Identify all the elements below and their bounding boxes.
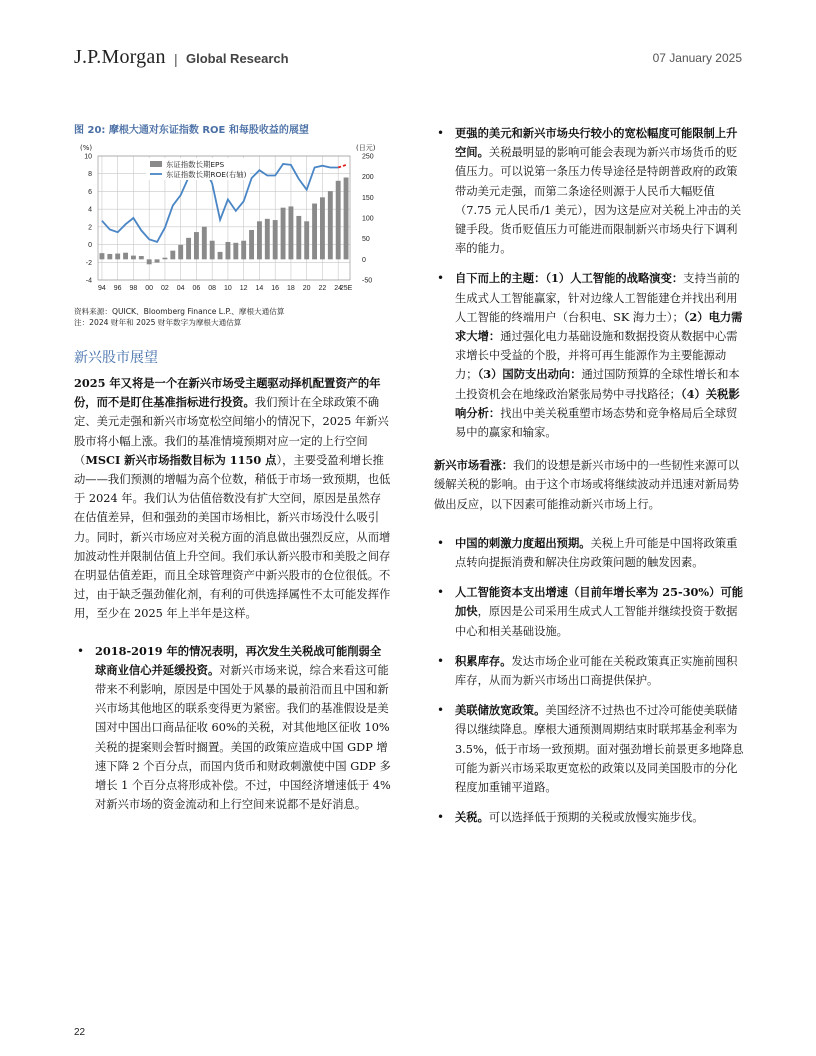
- eps-bar: [99, 253, 104, 259]
- theme-tariff-text: 找出中美关税重塑市场态势和竞争格局后全球贸易中的赢家和输家。: [455, 406, 738, 440]
- left-tick-label: 2: [88, 224, 92, 232]
- left-column: [74, 124, 392, 825]
- left-tick-label: -4: [85, 277, 92, 285]
- eps-bar: [194, 232, 199, 259]
- page-header: [74, 46, 742, 72]
- left-axis-label: (%): [80, 144, 93, 152]
- eps-bar: [241, 241, 246, 260]
- right-tick-label: 50: [362, 236, 370, 244]
- bullet-lead: 更强的美元和新兴市场央行较小的宽松幅度可能限制上升空间。: [455, 126, 738, 160]
- roe-eps-chart: [74, 140, 392, 306]
- eps-bar: [202, 227, 207, 260]
- eps-bar: [210, 241, 215, 260]
- figure-title: 图 20: 摩根大通对东证指数 ROE 和每股收益的展望: [74, 125, 309, 136]
- intro-paragraph: [74, 374, 392, 624]
- x-tick-label: 06: [192, 285, 201, 292]
- section-title: 新兴股市展望: [74, 350, 158, 366]
- left-tick-label: 4: [88, 206, 92, 214]
- bull-lead: 新兴市场看涨：: [434, 458, 514, 473]
- bullet-text: 关税最明显的影响可能会表现为新兴市场货币的贬值压力。可以说第一条压力传导途径是特朗普政府的政策带动美元走强，而第二条途径则源于人民币大幅贬值（7.75 元人民币/1 美元），因为这是应对关税上冲击的关键手段。货币贬值压力可能进而限制新兴市场央行下调利率的能力。: [455, 146, 742, 256]
- x-tick-label: 10: [224, 285, 232, 292]
- right-bullet-list-1: [434, 124, 746, 442]
- eps-bar: [131, 256, 136, 260]
- left-bullet-list: [74, 642, 392, 815]
- x-tick-label: 00: [145, 285, 154, 292]
- list-item: [434, 701, 746, 797]
- eps-bar: [147, 259, 152, 264]
- x-tick-label: 22: [318, 285, 327, 292]
- theme-ai-text: 支持当前的生成式人工智能赢家，针对边缘人工智能建仓并找出利用人工智能的终端用户（台积电、SK 海力士）；: [455, 272, 740, 324]
- x-tick-label: 20: [302, 285, 311, 292]
- eps-bar: [273, 220, 278, 259]
- eps-bar: [170, 251, 175, 260]
- list-item: [434, 652, 746, 690]
- bullet-lead: 2018-2019 年的情况表明，再次发生关税战可能削弱全球商业信心并延缓投资。: [95, 643, 382, 677]
- right-tick-label: 250: [362, 153, 374, 161]
- legend-swatch-eps: [150, 161, 162, 167]
- x-tick-label: 25E: [339, 285, 353, 292]
- bullet-lead: 关税。: [455, 810, 489, 825]
- bullet-lead: 自下而上的主题：: [455, 271, 546, 286]
- bullet-text: ，原因是公司采用生成式人工智能并继续投资于数据中心和相关基础设施。: [455, 605, 738, 638]
- theme-ai: （1）人工智能的战略演变：: [545, 271, 684, 286]
- left-tick-label: -2: [85, 259, 92, 267]
- list-item: [74, 642, 392, 815]
- eps-bar: [296, 216, 301, 259]
- theme-defense-text: 通过国防预算的全球性增长和本土投资机会在地缘政治紧张局势中寻找路径；: [455, 368, 740, 401]
- left-tick-label: 8: [88, 171, 92, 179]
- eps-bar: [344, 177, 349, 259]
- global-research-label: Global Research: [186, 51, 289, 66]
- bullet-text: 关税上升可能是中国将政策重点转向提振消费和解决住房政策问题的触发因素。: [455, 536, 738, 570]
- theme-tariff: （4）关税影响分析：: [455, 386, 740, 420]
- eps-bar: [218, 252, 223, 259]
- eps-bar: [233, 243, 238, 260]
- bullet-text: 对新兴市场来说，综合来看这可能带来不利影响，原因是中国处于风暴的最前沿而且中国和新兴市场其他地区的联系变得更为紧密。我们的基准假设是美国对中国出口商品征收 60%的关税，对其他地区征收 10%关税的提案则会暂时搁置。美国的政策应造成中国 GDP 增速下降 2 个百分点，而国内货币和财政刺激使中国 GDP 多增长 1 个百分点将形成补偿。不过，中国经济增速低于 4%对新兴市场的资金流动和上行空间来说都不是好消息。: [95, 663, 391, 812]
- x-tick-label: 94: [98, 285, 106, 292]
- right-axis-label: (日元): [356, 144, 376, 152]
- x-tick-label: 04: [176, 285, 185, 292]
- x-tick-label: 14: [255, 285, 264, 292]
- legend-label-eps: 东证指数长期EPS: [166, 160, 225, 169]
- page-number: 22: [74, 1027, 86, 1038]
- x-tick-label: 16: [271, 285, 280, 292]
- report-date: 07 January 2025: [652, 51, 742, 65]
- right-tick-label: 200: [362, 174, 374, 182]
- eps-bar: [139, 256, 144, 259]
- eps-bar: [328, 191, 333, 259]
- eps-bar: [304, 221, 309, 259]
- bullet-lead: 积累库存。: [455, 653, 512, 668]
- eps-bar: [155, 259, 160, 262]
- bullet-text: 可以选择低于预期的关税或放慢实施步伐。: [488, 811, 704, 825]
- bullet-text: 发达市场企业可能在关税政策真正实施前囤积库存，从而为新兴市场出口商提供保护。: [455, 654, 738, 688]
- right-column: [434, 124, 746, 839]
- list-item: [434, 269, 746, 442]
- right-tick-label: 0: [362, 256, 366, 264]
- left-tick-label: 10: [84, 153, 92, 161]
- eps-bar: [336, 181, 341, 260]
- right-tick-label: 150: [362, 194, 374, 202]
- right-tick-label: 100: [362, 215, 374, 223]
- list-item: [434, 808, 746, 827]
- list-item: [434, 534, 746, 572]
- right-tick-label: -50: [362, 277, 373, 285]
- eps-bar: [288, 206, 293, 259]
- bullet-lead: 美联储放宽政策。: [455, 703, 546, 718]
- legend-label-roe: 东证指数长期ROE(右轴): [166, 170, 247, 179]
- x-tick-label: 12: [239, 285, 248, 292]
- chart-svg: [74, 140, 392, 306]
- theme-defense: （3）国防支出动向：: [477, 367, 582, 382]
- bullet-lead: 人工智能资本支出增速（目前年增长率为 25-30%）可能加快: [455, 585, 744, 619]
- header-separator: |: [174, 51, 178, 67]
- theme-power: （2）电力需求大增：: [455, 309, 743, 344]
- eps-bar: [312, 204, 317, 260]
- eps-bar: [178, 245, 183, 259]
- eps-bar: [186, 238, 191, 259]
- x-tick-label: 02: [161, 285, 169, 292]
- msci-target: MSCI 新兴市场指数目标为 1150 点: [85, 452, 277, 467]
- eps-bar: [162, 258, 167, 260]
- x-tick-label: 08: [208, 285, 217, 292]
- eps-bar: [123, 253, 128, 260]
- eps-bar: [115, 254, 120, 260]
- intro-text-2: ），主要受盈利增长推动——我们预测的增幅为高个位数，稍低于市场一致预期，也低于 2024 年。我们认为估值倍数没有扩大空间，原因是虽然存在估值差异，但和强劲的美国市场相比，新兴市场没什么吸引力。同时，新兴市场应对关税方面的消息做出强烈反应，从而增加波动性并限制估值上升空间。我们承认新兴股市和美股之间存在明显估值差距，而且全球管理资产中新兴股市的仓位很低。不过，由于缺乏强劲催化剂，有利的可供选择属性不太可能发挥作用，至少在 2025 年上半年是这样。: [74, 453, 391, 621]
- eps-bar: [257, 221, 262, 259]
- figure-note: 注：2024 财年和 2025 财年数字为摩根大通估算: [74, 318, 242, 327]
- bull-paragraph: [434, 456, 746, 514]
- eps-bar: [249, 230, 254, 259]
- roe-estimate-line: [338, 165, 346, 168]
- bullet-lead: 中国的刺激力度超出预期。: [455, 535, 591, 550]
- left-tick-label: 6: [88, 188, 92, 196]
- eps-bar: [107, 254, 112, 259]
- theme-power-text: 通过强化电力基础设施和数据投资从数据中心需求增长中受益的个股，并将可再生能源作为主要能源动力；: [455, 330, 738, 382]
- eps-bar: [320, 197, 325, 259]
- left-tick-label: 0: [88, 242, 92, 250]
- x-tick-label: 98: [129, 285, 138, 292]
- list-item: [434, 124, 746, 258]
- bullet-text: 美国经济不过热也不过冷可能使美联储得以继续降息。摩根大通预测周期结束时联邦基金利率为 3.5%，低于市场一致预期。面对强劲增长前景更多地降息可能为新兴市场采取更宽松的政策以及同美国股市的分化程度加重铺平道路。: [455, 704, 744, 795]
- x-tick-label: 18: [287, 285, 295, 292]
- x-tick-label: 24: [334, 285, 343, 292]
- intro-text-1: 我们预计在全球政策不确定、美元走强和新兴市场宽松空间缩小的情况下，2025 年新兴股市将小幅上涨。我们的基准情境预期对应一定的上行空间（: [74, 396, 389, 467]
- figure-source: 资料来源：QUICK、Bloomberg Finance L.P.、摩根大通估算: [74, 307, 285, 316]
- jpmorgan-logo: J.P.Morgan: [74, 46, 166, 68]
- list-item: [434, 583, 746, 641]
- bull-text: 我们的设想是新兴市场中的一些韧性来源可以缓解关税的影响。由于这个市场或将继续波动并迅速对新局势做出反应，以下因素可能推动新兴市场上行。: [434, 459, 740, 511]
- right-bullet-list-2: [434, 534, 746, 828]
- x-tick-label: 96: [113, 285, 122, 292]
- intro-lead: 2025 年又将是一个在新兴市场受主题驱动择机配置资产的年份，而不是盯住基准指标进行投资。: [74, 376, 381, 410]
- eps-bar: [225, 242, 230, 259]
- eps-bar: [265, 219, 270, 260]
- eps-bar: [281, 208, 286, 260]
